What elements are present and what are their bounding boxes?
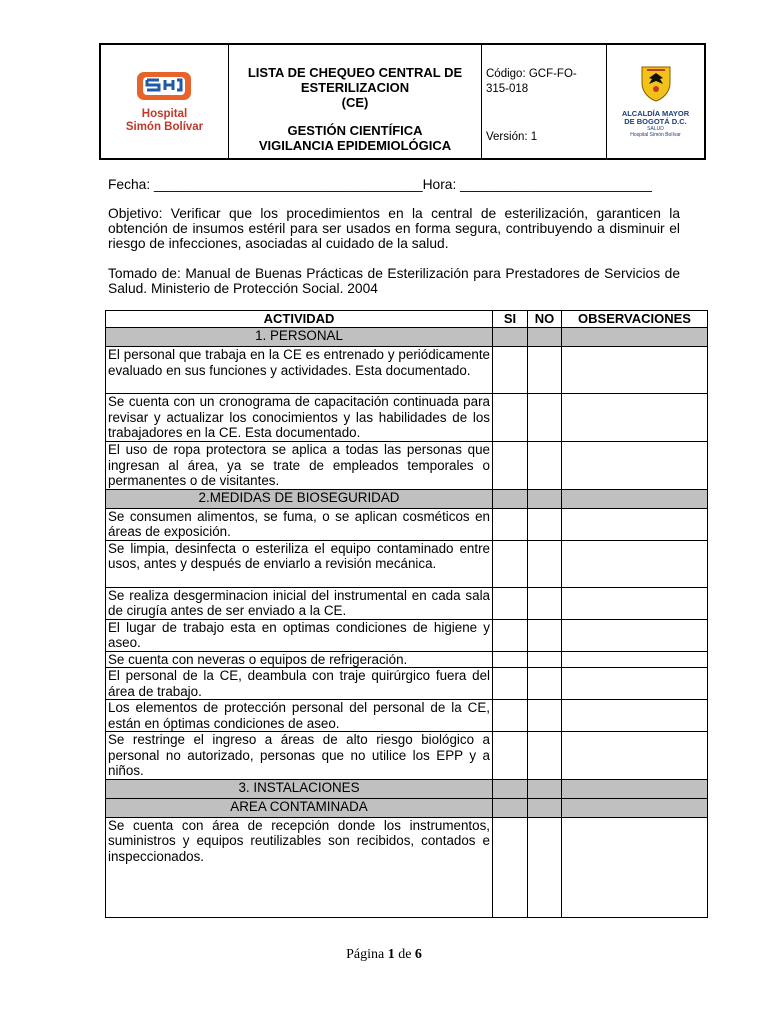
bogota-coat-of-arms-icon — [636, 65, 676, 103]
table-row — [106, 700, 708, 732]
si-cell[interactable] — [493, 587, 528, 619]
checklist-body — [106, 328, 708, 918]
subtitle-line-2: VIGILANCIA EPIDEMIOLÓGICA — [258, 138, 452, 153]
column-header-si: SI — [493, 311, 528, 328]
alcaldia-line-3: SALUD — [647, 126, 664, 132]
observaciones-cell[interactable] — [562, 651, 708, 668]
observaciones-cell[interactable] — [562, 700, 708, 732]
no-cell — [528, 798, 562, 817]
section-label: 1. PERSONAL — [106, 328, 493, 347]
title-cell — [229, 45, 482, 158]
title-line-3: (CE) — [341, 95, 369, 110]
no-cell[interactable] — [528, 651, 562, 668]
no-cell[interactable] — [528, 540, 562, 587]
si-cell[interactable] — [493, 651, 528, 668]
no-cell — [528, 779, 562, 798]
si-cell[interactable] — [493, 817, 528, 917]
table-row — [106, 347, 708, 394]
no-cell[interactable] — [528, 442, 562, 490]
table-row — [106, 540, 708, 587]
activity-description: Se consumen alimentos, se fuma, o se aplican cosméticos en áreas de exposición. — [106, 508, 493, 540]
si-cell[interactable] — [493, 540, 528, 587]
si-cell — [493, 328, 528, 347]
no-cell[interactable] — [528, 732, 562, 780]
section-label: 2.MEDIDAS DE BIOSEGURIDAD — [106, 489, 493, 508]
table-row — [106, 442, 708, 490]
section-label: AREA CONTAMINADA — [106, 798, 493, 817]
si-cell[interactable] — [493, 347, 528, 394]
title-line-2: ESTERILIZACION — [300, 80, 410, 95]
column-header-no: NO — [528, 311, 562, 328]
hospital-emblem-icon — [133, 69, 195, 103]
si-cell[interactable] — [493, 508, 528, 540]
no-cell[interactable] — [528, 587, 562, 619]
table-row — [106, 732, 708, 780]
checklist-table — [105, 310, 708, 918]
si-cell[interactable] — [493, 668, 528, 700]
observaciones-cell[interactable] — [562, 668, 708, 700]
subtitle-line-1: GESTIÓN CIENTÍFICA — [287, 123, 423, 138]
observaciones-cell[interactable] — [562, 817, 708, 917]
observaciones-cell — [562, 489, 708, 508]
si-cell[interactable] — [493, 442, 528, 490]
activity-description: Los elementos de protección personal del personal de la CE, están en óptimas condiciones de aseo. — [106, 700, 493, 732]
objetivo-paragraph: Objetivo: Verificar que los procedimientos en la central de esterilización, garanticen la obtención de insumos estéril para ser usados en forma segura, contribuyendo a disminuir el riesgo de infecciones, asociadas al cuidado de la salud. — [108, 206, 680, 251]
no-cell[interactable] — [528, 817, 562, 917]
observaciones-cell[interactable] — [562, 540, 708, 587]
si-cell — [493, 798, 528, 817]
activity-description: El personal de la CE, deambula con traje quirúrgico fuera del área de trabajo. — [106, 668, 493, 700]
no-cell[interactable] — [528, 347, 562, 394]
alcaldia-line-4: Hospital Simón Bolívar — [630, 132, 681, 138]
table-row — [106, 508, 708, 540]
title-line-1: LISTA DE CHEQUEO CENTRAL DE — [247, 65, 463, 80]
observaciones-cell[interactable] — [562, 394, 708, 442]
observaciones-cell[interactable] — [562, 619, 708, 651]
activity-description: Se realiza desgerminacion inicial del instrumental en cada sala de cirugía antes de ser enviado a la CE. — [106, 587, 493, 619]
observaciones-cell[interactable] — [562, 508, 708, 540]
no-cell — [528, 489, 562, 508]
si-cell[interactable] — [493, 700, 528, 732]
column-header-observaciones: OBSERVACIONES — [562, 311, 708, 328]
alcaldia-line-1: ALCALDÍA MAYOR — [621, 109, 690, 118]
hospital-logo-cell — [101, 45, 229, 158]
si-cell — [493, 489, 528, 508]
section-row — [106, 779, 708, 798]
activity-description: Se limpia, desinfecta o esteriliza el equipo contaminado entre usos, antes y después de enviarlo a revisión mecánica. — [106, 540, 493, 587]
alcaldia-line-2: DE BOGOTÁ D.C. — [624, 117, 687, 126]
column-header-actividad: ACTIVIDAD — [106, 311, 493, 328]
section-row — [106, 489, 708, 508]
page-current: 1 — [387, 947, 395, 962]
section-row — [106, 798, 708, 817]
page-total: 6 — [414, 947, 422, 962]
hospital-name-line2: Simón Bolívar — [125, 121, 204, 133]
table-row — [106, 668, 708, 700]
table-row — [106, 587, 708, 619]
activity-description: El personal que trabaja en la CE es entrenado y periódicamente evaluado en sus funciones y actividades. Esta documentado. — [106, 347, 493, 394]
observaciones-cell[interactable] — [562, 442, 708, 490]
activity-description: Se cuenta con neveras o equipos de refrigeración. — [106, 651, 493, 668]
hospital-logo — [126, 69, 203, 134]
activity-description: El uso de ropa protectora se aplica a todas las personas que ingresan al área, ya se trate de empleados temporales o permanentes o de visitantes. — [106, 442, 493, 490]
observaciones-cell — [562, 798, 708, 817]
alcaldia-logo-cell — [607, 45, 704, 158]
no-cell[interactable] — [528, 508, 562, 540]
document-code: Código: GCF-FO-315-018 — [486, 68, 577, 95]
table-row — [106, 651, 708, 668]
table-row — [106, 394, 708, 442]
alcaldia-logo — [622, 65, 689, 138]
no-cell[interactable] — [528, 394, 562, 442]
observaciones-cell — [562, 328, 708, 347]
observaciones-cell — [562, 779, 708, 798]
page-mid: de — [398, 947, 412, 962]
si-cell[interactable] — [493, 619, 528, 651]
si-cell — [493, 779, 528, 798]
page-number-footer — [0, 947, 768, 963]
activity-description: El lugar de trabajo esta en optimas condiciones de higiene y aseo. — [106, 619, 493, 651]
table-row — [106, 817, 708, 917]
section-row — [106, 328, 708, 347]
no-cell — [528, 328, 562, 347]
no-cell[interactable] — [528, 700, 562, 732]
activity-description: Se restringe el ingreso a áreas de alto riesgo biológico a personal no autorizado, personas que no utilice los EPP y a niños. — [106, 732, 493, 780]
page-prefix: Página — [346, 947, 385, 962]
tomado-de-paragraph: Tomado de: Manual de Buenas Prácticas de Esterilización para Prestadores de Servicios de Salud. Ministerio de Protección Social. 2004 — [108, 266, 680, 296]
document-header — [99, 43, 706, 160]
code-version-cell — [482, 45, 607, 158]
si-cell[interactable] — [493, 394, 528, 442]
section-label: 3. INSTALACIONES — [106, 779, 493, 798]
table-row — [106, 619, 708, 651]
observaciones-cell[interactable] — [562, 347, 708, 394]
document-version: Versión: 1 — [486, 131, 538, 143]
activity-description: Se cuenta con área de recepción donde los instrumentos, suministros y equipos reutilizables son recibidos, contados e inspeccionados. — [106, 817, 493, 917]
table-header-row — [106, 311, 708, 328]
no-cell[interactable] — [528, 619, 562, 651]
no-cell[interactable] — [528, 668, 562, 700]
si-cell[interactable] — [493, 732, 528, 780]
fecha-hora-line: Fecha: ___________________________________Hora: _________________________ — [108, 177, 652, 192]
activity-description: Se cuenta con un cronograma de capacitación continuada para revisar y actualizar los conocimientos y las habilidades de los trabajadores en la CE. Esta documentado. — [106, 394, 493, 442]
observaciones-cell[interactable] — [562, 732, 708, 780]
observaciones-cell[interactable] — [562, 587, 708, 619]
hospital-name-line1: Hospital — [141, 108, 188, 120]
